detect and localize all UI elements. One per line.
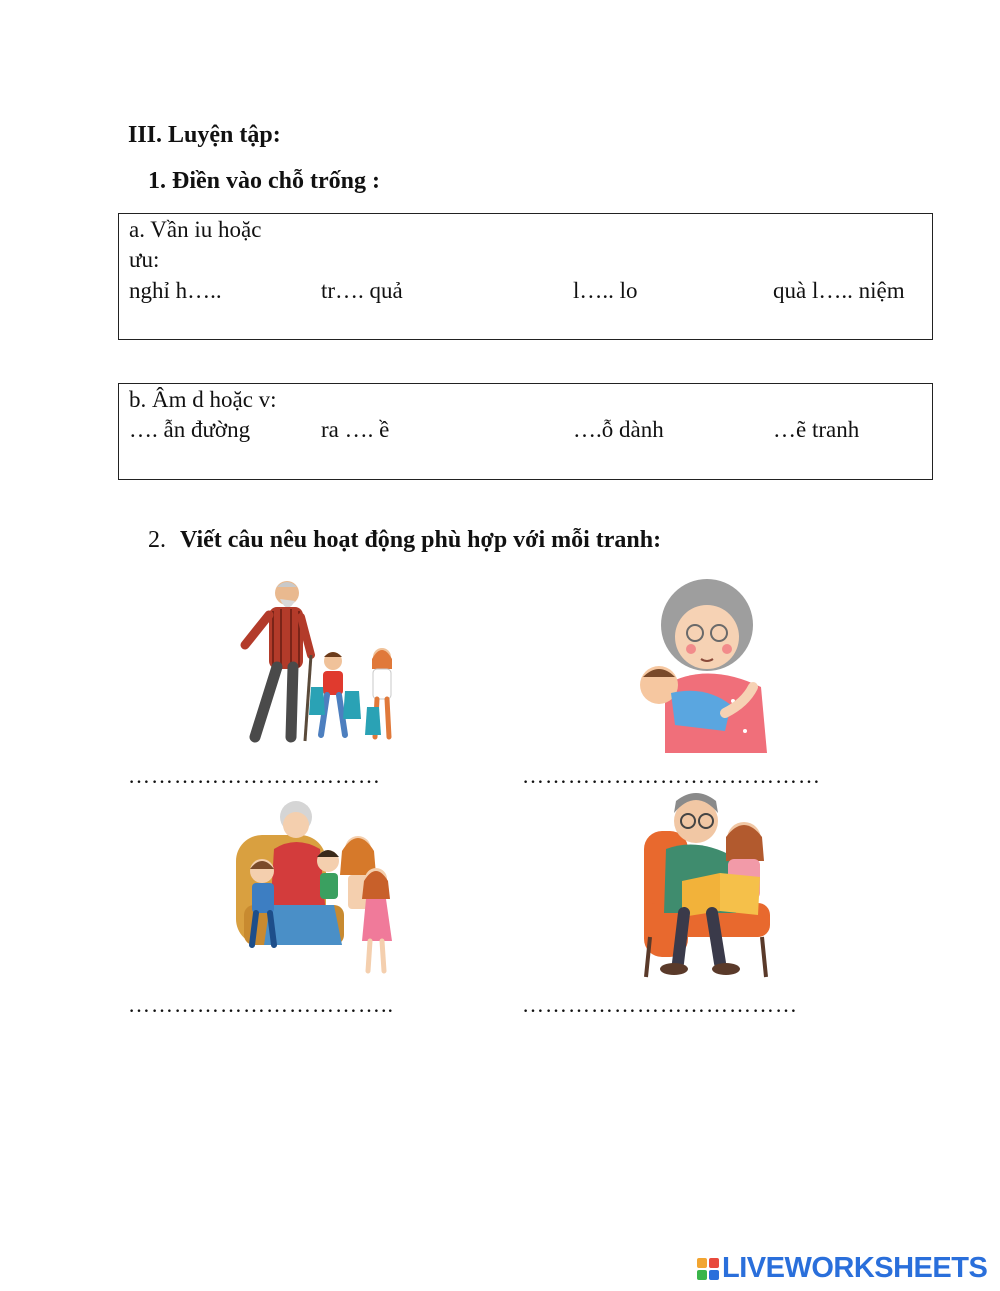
part-b-item-3[interactable]: ….ỗ dành xyxy=(573,417,664,442)
part-b-item-4[interactable]: …ẽ tranh xyxy=(773,417,860,442)
picture-grandpa-walking-with-kids xyxy=(225,575,405,745)
part-a-item-2[interactable]: tr…. quả xyxy=(321,278,403,303)
logo-blocks-icon xyxy=(697,1258,719,1280)
part-b-item-2[interactable]: ra …. ề xyxy=(321,417,390,442)
question-2-number: 2. xyxy=(148,527,166,553)
answer-line-4[interactable]: ……………………………… xyxy=(522,992,798,1017)
picture-grandma-hugging-child xyxy=(635,575,790,753)
question-1-title xyxy=(148,168,380,195)
answer-line-2[interactable]: ………………………………… xyxy=(522,763,821,788)
picture-grandpa-reading-to-child xyxy=(638,787,783,982)
section-title: III. Luyện tập: xyxy=(128,122,281,148)
part-a-label-line2: ưu: xyxy=(129,247,160,272)
exercise-box-b xyxy=(118,383,933,480)
part-a-item-1[interactable]: nghỉ h….. xyxy=(129,278,222,303)
answer-line-1[interactable]: …………………………… xyxy=(128,763,381,788)
question-1-text: Điền vào chỗ trống : xyxy=(172,168,380,194)
liveworksheets-logo xyxy=(697,1252,987,1285)
exercise-box-a xyxy=(118,213,933,340)
part-a-label-line1: a. Vần iu hoặc xyxy=(129,217,262,242)
question-2-text: Viết câu nêu hoạt động phù hợp với mỗi tranh: xyxy=(180,527,662,553)
part-b-item-1[interactable]: …. ẫn đường xyxy=(129,417,251,442)
part-a-item-3[interactable]: l….. lo xyxy=(573,278,638,303)
question-1-number: 1. xyxy=(148,168,166,194)
picture-grandma-with-grandchildren xyxy=(230,795,405,975)
part-a-item-4[interactable]: quà l….. niệm xyxy=(773,278,905,303)
answer-line-3[interactable]: …………………………….. xyxy=(128,992,394,1017)
question-2-title xyxy=(148,527,661,554)
logo-text: LIVEWORKSHEETS xyxy=(722,1252,988,1284)
part-b-label: b. Âm d hoặc v: xyxy=(129,387,277,412)
